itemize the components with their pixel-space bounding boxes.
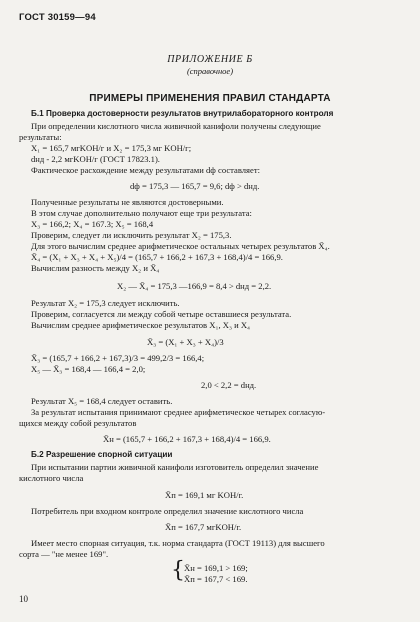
formula-line: X₅ — X̄₃ = 168,4 — 166,4 = 2,0; (31, 364, 146, 374)
page-number: 10 (19, 594, 28, 604)
text-line: Результат X₅ = 168,4 следует оставить. (31, 396, 173, 406)
formula-line: 2,0 < 2,2 = dнд. (201, 380, 257, 390)
text-line: Для этого вычислим среднее арифметическое остальных четырех результатов X̄₄. (31, 241, 330, 251)
text-line: щихся между собой результатов (19, 418, 137, 428)
text-line: При испытании партии живичной канифоли изготовитель определил значение (31, 462, 319, 472)
formula-line: dф = 175,3 — 165,7 = 9,6; dф > dнд. (130, 181, 260, 191)
text-line: Имеет место спорная ситуация, т.к. норма стандарта (ГОСТ 19113) для высшего (31, 538, 325, 548)
text-line: Полученные результаты не являются достоверными. (31, 197, 224, 207)
text-line: Вычислим среднее арифметическое результатов X₁, X₃ и X₄ (31, 320, 251, 330)
text-line: Результат X₂ = 175,3 следует исключить. (31, 298, 180, 308)
text-line: В этом случае дополнительно получают еще три результата: (31, 208, 252, 218)
section-title: ПРИМЕРЫ ПРИМЕНЕНИЯ ПРАВИЛ СТАНДАРТА (89, 93, 331, 104)
text-line: Проверим, следует ли исключить результат X₂ = 175,3. (31, 230, 232, 240)
text-line: X₁ = 165,7 мгKOH/г и X₂ = 175,3 мг KOH/г; (31, 143, 192, 153)
text-line: За результат испытания принимают среднее арифметическое четырех согласую- (31, 407, 326, 417)
section-heading-b2: Б.2 Разрешение спорной ситуации (31, 450, 173, 459)
text-line: При определении кислотного числа живичной канифоли получены следующие (31, 121, 321, 131)
text-line: результаты: (19, 132, 62, 142)
brace-icon: { (171, 558, 185, 583)
formula-line: X₂ — X̄₄ = 175,3 —166,9 = 8,4 > dнд = 2,2. (117, 281, 272, 291)
appendix-subtitle: (справочное) (186, 66, 234, 76)
text-line: Фактическое расхождение между результатами dф составляет: (31, 165, 260, 175)
text-line: Вычислим разность между X₂ и X̄₄ (31, 263, 160, 273)
section-heading-b1: Б.1 Проверка достоверности результатов внутрилабораторного контроля (31, 109, 334, 118)
formula-line: X̄₃ = (X₁ + X₃ + X₄)/3 (147, 337, 224, 347)
text-line: сорта — "не менее 169". (19, 549, 109, 559)
text-line: кислотного числа (19, 473, 84, 483)
formula-line: X̄п = 167,7 < 169. (184, 574, 248, 584)
formula-line: X̄н = (165,7 + 166,2 + 167,3 + 168,4)/4 = 166,9. (103, 434, 271, 444)
appendix-title: ПРИЛОЖЕНИЕ Б (167, 54, 253, 65)
standard-header: ГОСТ 30159—94 (19, 12, 96, 23)
text-line: dнд - 2,2 мгKOH/г (ГОСТ 17823.1). (31, 154, 160, 164)
formula-line: X̄п = 167,7 мгKOH/г. (165, 522, 242, 532)
formula-line: X̄₃ = (165,7 + 166,2 + 167,3)/3 = 499,2/3 = 166,4; (31, 353, 205, 363)
formula-line: X̄₄ = (X₁ + X₃ + X₄ + X₅)/4 = (165,7 + 166,2 + 167,3 + 168,4)/4 = 166,9. (31, 252, 283, 262)
text-line: Потребитель при входном контроле определил значение кислотного числа (31, 506, 304, 516)
text-line: X₃ = 166,2; X₄ = 167.3; X₅ = 168,4 (31, 219, 154, 229)
formula-line: X̄п = 169,1 мг KOH/г. (165, 490, 244, 500)
formula-line: X̄н = 169,1 > 169; (184, 563, 248, 573)
text-line: Проверим, согласуется ли между собой четыре оставшиеся результата. (31, 309, 292, 319)
